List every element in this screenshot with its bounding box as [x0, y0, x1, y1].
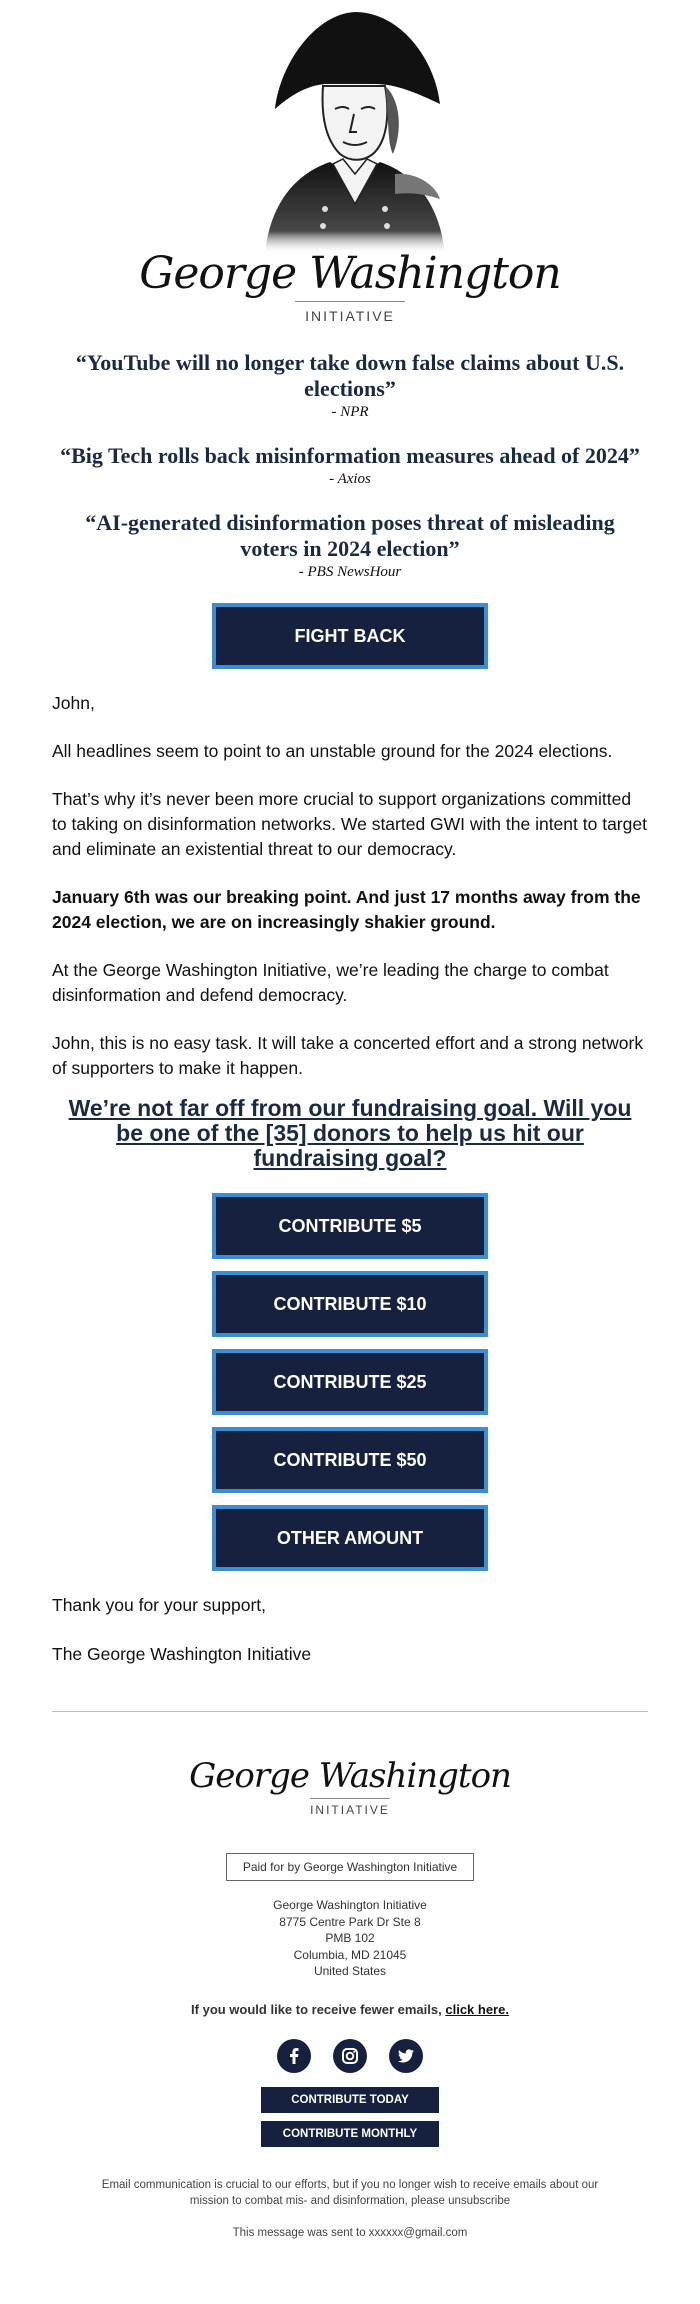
footer-logo [0, 1756, 700, 1817]
logo-script: George Washington [139, 248, 561, 299]
social-links [0, 2039, 700, 2073]
headline-item [0, 510, 700, 581]
logo-subtitle: INITIATIVE [305, 308, 395, 324]
headline-source: - NPR [331, 404, 369, 420]
address-line: Columbia, MD 21045 [293, 1947, 407, 1962]
body-paragraph: That’s why it’s never been more crucial to support organizations committed to taking on disinformation networks. We started GWI with the intent to target and eliminate an existential threat to our democracy. [52, 789, 647, 859]
footer-buttons [0, 2087, 700, 2155]
fewer-emails-label: If you would like to receive fewer emails, [191, 2001, 442, 2017]
body-paragraph-bold: January 6th was our breaking point. And just 17 months away from the 2024 election, we are on increasingly shakier ground. [52, 887, 641, 932]
headline-quote: “AI-generated disinformation poses threat of misleading voters in 2024 election” [85, 510, 615, 561]
unsubscribe-disclaimer: Email communication is crucial to our efforts, but if you no longer wish to receive emails about our mission to combat mis- and disinformation, please unsubscribe [101, 2178, 599, 2207]
greeting: John, [52, 693, 95, 713]
body-paragraph: John, this is no easy task. It will take a concerted effort and a strong network of supporters to make it happen. [52, 1033, 644, 1078]
email-body [0, 691, 700, 1081]
instagram-icon[interactable] [333, 2039, 367, 2073]
closing-thanks: Thank you for your support, [52, 1595, 266, 1615]
sent-to-text: This message was sent to xxxxxx@gmail.com [232, 2226, 468, 2239]
fight-back-button[interactable]: FIGHT BACK [212, 603, 488, 669]
logo-rule [295, 301, 405, 302]
headline-item [0, 443, 700, 488]
mailing-address [0, 1897, 700, 1980]
fewer-emails-text [0, 2002, 700, 2017]
body-paragraph: At the George Washington Initiative, we’re leading the charge to combat disinformation and defend democracy. [52, 960, 609, 1005]
closing-signature: The George Washington Initiative [52, 1644, 312, 1664]
footer [0, 1756, 700, 2239]
headline-quote: “YouTube will no longer take down false claims about U.S. elections” [75, 350, 625, 401]
paid-for-box: Paid for by George Washington Initiative [226, 1853, 474, 1881]
closing [0, 1593, 700, 1667]
header-logo [0, 0, 700, 324]
headline-source: - Axios [329, 471, 371, 487]
headline-item [0, 350, 700, 421]
facebook-icon[interactable] [277, 2039, 311, 2073]
body-paragraph: All headlines seem to point to an unstable ground for the 2024 elections. [52, 741, 613, 761]
fewer-emails-link[interactable]: click here. [445, 2001, 509, 2017]
contribute-50-button[interactable]: CONTRIBUTE $50 [212, 1427, 488, 1493]
contribute-monthly-button[interactable]: CONTRIBUTE MONTHLY [261, 2121, 439, 2147]
footer-logo-script: George Washington [189, 1756, 511, 1796]
footer-logo-subtitle: INITIATIVE [310, 1803, 390, 1817]
footer-logo-rule [310, 1798, 390, 1799]
donate-buttons [0, 1193, 700, 1583]
headline-quote: “Big Tech rolls back misinformation measures ahead of 2024” [60, 443, 640, 468]
address-line: PMB 102 [325, 1931, 375, 1945]
headline-source: - PBS NewsHour [298, 564, 402, 580]
address-line: United States [313, 1964, 387, 1978]
footer-divider [52, 1711, 648, 1712]
contribute-10-button[interactable]: CONTRIBUTE $10 [212, 1271, 488, 1337]
contribute-5-button[interactable]: CONTRIBUTE $5 [212, 1193, 488, 1259]
address-line: George Washington Initiative [273, 1898, 427, 1912]
headlines [0, 350, 700, 581]
twitter-icon[interactable] [389, 2039, 423, 2073]
donation-ask-link[interactable]: We’re not far off from our fundraising goal. Will you be one of the [35] donors to help us hit our fundraising goal? [68, 1095, 632, 1171]
contribute-today-button[interactable]: CONTRIBUTE TODAY [261, 2087, 439, 2113]
george-washington-portrait-icon [235, 4, 465, 254]
address-line: 8775 Centre Park Dr Ste 8 [279, 1914, 421, 1929]
contribute-25-button[interactable]: CONTRIBUTE $25 [212, 1349, 488, 1415]
other-amount-button[interactable]: OTHER AMOUNT [212, 1505, 488, 1571]
fight-back-wrap [0, 603, 700, 669]
